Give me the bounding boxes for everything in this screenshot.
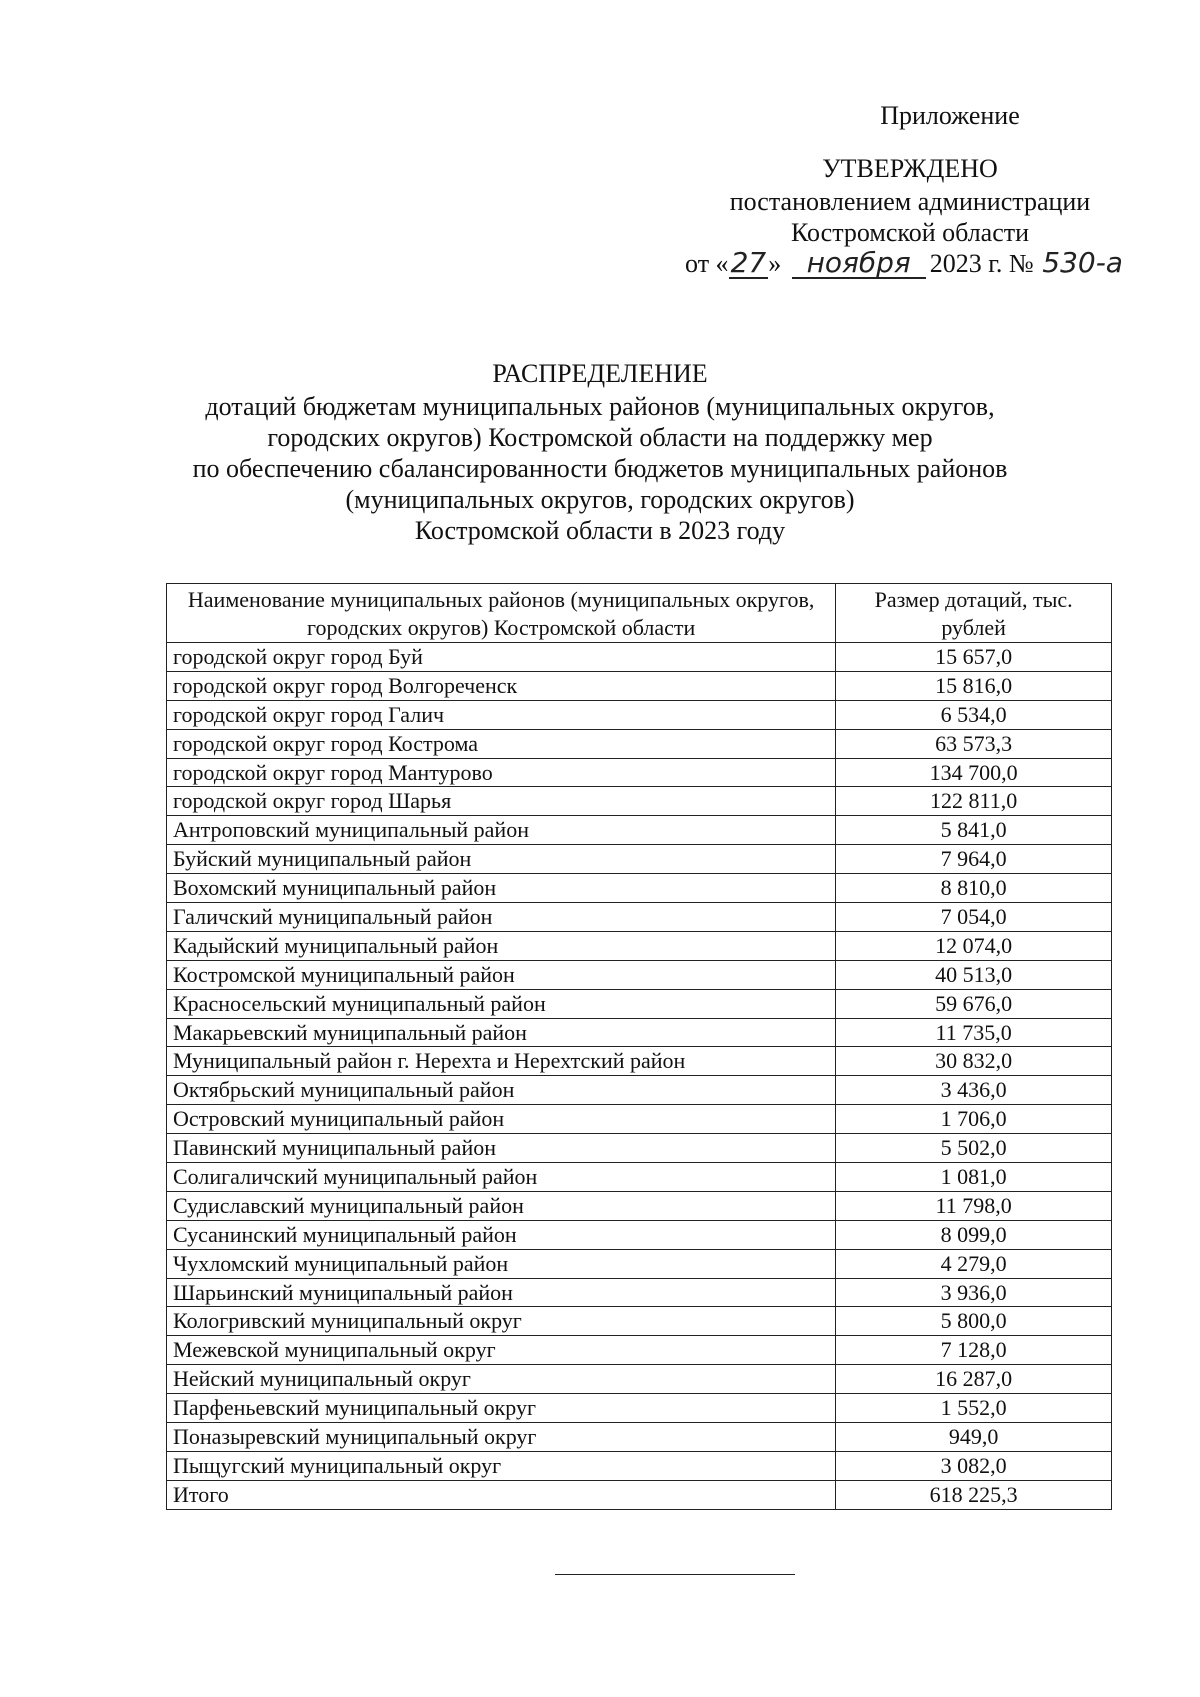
subsidy-amount-cell: 63 573,3: [836, 729, 1112, 758]
handwritten-day: 27: [730, 246, 767, 279]
table-row: [167, 816, 1112, 845]
table-row: [167, 1220, 1112, 1249]
municipality-name-cell: Красносельский муниципальный район: [167, 989, 836, 1018]
table-row: [167, 1134, 1112, 1163]
subsidy-amount-cell: 11 735,0: [836, 1018, 1112, 1047]
approval-line-1: постановлением администрации: [729, 187, 1091, 216]
subsidy-amount-cell: 11 798,0: [836, 1191, 1112, 1220]
subsidy-amount-cell: 15 816,0: [836, 671, 1112, 700]
subsidy-amount-cell: 1 081,0: [836, 1163, 1112, 1192]
distribution-table: [166, 583, 1112, 1510]
subsidy-amount-cell: 5 841,0: [836, 816, 1112, 845]
table-row: [167, 1105, 1112, 1134]
municipality-name-cell: Парфеньевский муниципальный округ: [167, 1394, 836, 1423]
table-row: [167, 1163, 1112, 1192]
table-row: [167, 903, 1112, 932]
subsidy-amount-cell: 6 534,0: [836, 700, 1112, 729]
municipality-name-cell: Межевской муниципальный округ: [167, 1336, 836, 1365]
municipality-name-cell: Муниципальный район г. Нерехта и Нерехтский район: [167, 1047, 836, 1076]
document-subtitle: дотаций бюджетам муниципальных районов (муниципальных округов, городских округов) Костромской области на поддержку мер по обеспечению сбалансированности бюджетов муниципальных районов (муниципальных округов, городских округов) Костромской области в 2023 году: [192, 392, 1008, 545]
table-row: [167, 1307, 1112, 1336]
municipality-name-cell: городской округ город Шарья: [167, 787, 836, 816]
table-row: [167, 643, 1112, 672]
table-row: [167, 729, 1112, 758]
header-subsidy-amount: Размер дотаций, тыс. рублей: [836, 584, 1112, 643]
municipality-name-cell: Судиславский муниципальный район: [167, 1191, 836, 1220]
municipality-name-cell: Чухломский муниципальный район: [167, 1249, 836, 1278]
approval-block: [640, 100, 1180, 279]
header-municipality-name: Наименование муниципальных районов (муниципальных округов, городских округов) Костромской области: [167, 584, 836, 643]
approval-date-line: [630, 248, 1180, 279]
date-year: 2023 г. №: [929, 249, 1034, 278]
subsidy-amount-cell: 4 279,0: [836, 1249, 1112, 1278]
table-row: [167, 1451, 1112, 1480]
subsidy-amount-cell: 3 936,0: [836, 1278, 1112, 1307]
municipality-name-cell: Итого: [167, 1480, 836, 1509]
municipality-name-cell: Костромской муниципальный район: [167, 960, 836, 989]
subsidy-amount-cell: 5 800,0: [836, 1307, 1112, 1336]
table-row: [167, 845, 1112, 874]
subsidy-amount-cell: 1 552,0: [836, 1394, 1112, 1423]
municipality-name-cell: Буйский муниципальный район: [167, 845, 836, 874]
table-row: [167, 758, 1112, 787]
table-row: [167, 700, 1112, 729]
municipality-name-cell: Сусанинский муниципальный район: [167, 1220, 836, 1249]
municipality-name-cell: городской округ город Буй: [167, 643, 836, 672]
table-row: [167, 1336, 1112, 1365]
subsidy-amount-cell: 15 657,0: [836, 643, 1112, 672]
municipality-name-cell: Солигаличский муниципальный район: [167, 1163, 836, 1192]
municipality-name-cell: Октябрьский муниципальный район: [167, 1076, 836, 1105]
table-row: [167, 1047, 1112, 1076]
table-row: [167, 787, 1112, 816]
municipality-name-cell: городской округ город Кострома: [167, 729, 836, 758]
municipality-name-cell: Макарьевский муниципальный район: [167, 1018, 836, 1047]
end-separator-line: [555, 1574, 795, 1575]
table-row: [167, 874, 1112, 903]
date-prefix: от «: [685, 249, 729, 278]
table-row: [167, 1018, 1112, 1047]
municipality-name-cell: Нейский муниципальный округ: [167, 1365, 836, 1394]
handwritten-doc-number: 530-а: [1042, 246, 1123, 279]
table-row: [167, 1394, 1112, 1423]
subsidy-amount-cell: 30 832,0: [836, 1047, 1112, 1076]
approval-line-2: Костромской области: [790, 218, 1030, 247]
municipality-name-cell: Кадыйский муниципальный район: [167, 931, 836, 960]
table-row: [167, 989, 1112, 1018]
municipality-name-cell: Галичский муниципальный район: [167, 903, 836, 932]
subsidy-amount-cell: 5 502,0: [836, 1134, 1112, 1163]
subsidy-amount-cell: 40 513,0: [836, 960, 1112, 989]
subsidy-amount-cell: 122 811,0: [836, 787, 1112, 816]
municipality-name-cell: городской округ город Галич: [167, 700, 836, 729]
municipality-name-cell: Павинский муниципальный район: [167, 1134, 836, 1163]
subsidy-amount-cell: 7 964,0: [836, 845, 1112, 874]
table-row: [167, 671, 1112, 700]
subsidy-amount-cell: 618 225,3: [836, 1480, 1112, 1509]
table-body: [167, 643, 1112, 1510]
date-mid: »: [768, 249, 782, 278]
subsidy-amount-cell: 3 082,0: [836, 1451, 1112, 1480]
municipality-name-cell: Пыщугский муниципальный округ: [167, 1451, 836, 1480]
subsidy-amount-cell: 949,0: [836, 1423, 1112, 1452]
table-row: [167, 931, 1112, 960]
municipality-name-cell: городской округ город Мантурово: [167, 758, 836, 787]
subsidy-amount-cell: 1 706,0: [836, 1105, 1112, 1134]
subsidy-amount-cell: 8 099,0: [836, 1220, 1112, 1249]
subsidy-amount-cell: 134 700,0: [836, 758, 1112, 787]
appendix-label: Приложение: [880, 101, 1020, 130]
municipality-name-cell: Островский муниципальный район: [167, 1105, 836, 1134]
subsidy-amount-cell: 3 436,0: [836, 1076, 1112, 1105]
table-row: [167, 1249, 1112, 1278]
document-title: РАСПРЕДЕЛЕНИЕ: [492, 359, 708, 388]
subsidy-amount-cell: 7 054,0: [836, 903, 1112, 932]
table-row: [167, 1365, 1112, 1394]
municipality-name-cell: Поназыревский муниципальный округ: [167, 1423, 836, 1452]
subsidy-amount-cell: 16 287,0: [836, 1365, 1112, 1394]
approved-label: УТВЕРЖДЕНО: [822, 154, 998, 183]
subsidy-amount-cell: 12 074,0: [836, 931, 1112, 960]
table-row: [167, 1423, 1112, 1452]
table-header-row: [167, 584, 1112, 643]
municipality-name-cell: Антроповский муниципальный район: [167, 816, 836, 845]
subsidy-amount-cell: 7 128,0: [836, 1336, 1112, 1365]
table-row: [167, 1278, 1112, 1307]
municipality-name-cell: городской округ город Волгореченск: [167, 671, 836, 700]
table-row: [167, 1480, 1112, 1509]
table-row: [167, 1076, 1112, 1105]
handwritten-month: ноября: [792, 249, 926, 279]
municipality-name-cell: Шарьинский муниципальный район: [167, 1278, 836, 1307]
subsidy-amount-cell: 59 676,0: [836, 989, 1112, 1018]
municipality-name-cell: Вохомский муниципальный район: [167, 874, 836, 903]
subsidy-amount-cell: 8 810,0: [836, 874, 1112, 903]
table-row: [167, 1191, 1112, 1220]
document-heading: [120, 358, 1080, 546]
table-row: [167, 960, 1112, 989]
municipality-name-cell: Кологривский муниципальный округ: [167, 1307, 836, 1336]
